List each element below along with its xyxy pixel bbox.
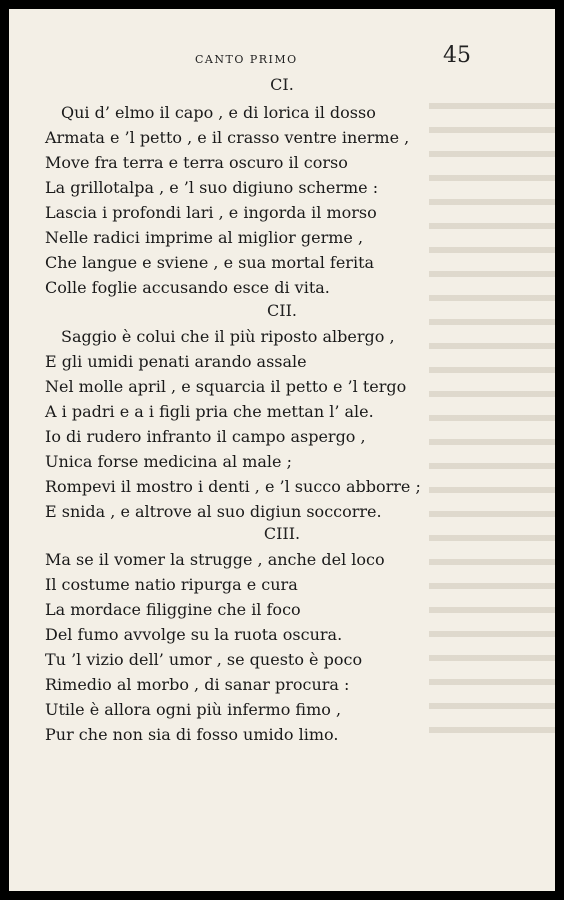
stanza-number: CII. — [267, 301, 297, 320]
verse-line: A i padri e a i figli pria che mettan l’ ale. — [45, 402, 374, 421]
verse-line: E gli umidi penati arando assale — [45, 352, 307, 371]
verse-line: Unica forse medicina al male ; — [45, 452, 292, 471]
verse-line: La grillotalpa , e ’l suo digiuno scherme : — [45, 178, 379, 197]
page-number: 45 — [443, 43, 471, 68]
bleed-through-shading — [429, 89, 555, 739]
verse-line: Nel molle april , e squarcia il petto e ’l tergo — [45, 377, 407, 396]
verse-line: Armata e ’l petto , e il crasso ventre inerme , — [45, 128, 410, 147]
verse-line: Del fumo avvolge su la ruota oscura. — [45, 625, 343, 644]
running-title: CANTO PRIMO — [195, 53, 298, 66]
verse-line: E snida , e altrove al suo digiun soccorre. — [45, 502, 382, 521]
verse-line: Tu ’l vizio dell’ umor , se questo è poco — [45, 650, 363, 669]
verse-line: Lascia i profondi lari , e ingorda il morso — [45, 203, 377, 222]
verse-line: Rompevi il mostro i denti , e ’l succo abborre ; — [45, 477, 421, 496]
verse-line: Nelle radici imprime al miglior germe , — [45, 228, 364, 247]
verse-line: Saggio è colui che il più riposto albergo , — [61, 327, 395, 346]
verse-line: Il costume natio ripurga e cura — [45, 575, 298, 594]
book-page — [9, 9, 555, 891]
verse-line: La mordace filiggine che il foco — [45, 600, 301, 619]
verse-line: Colle foglie accusando esce di vita. — [45, 278, 330, 297]
stanza-number: CIII. — [263, 524, 301, 543]
verse-line: Qui d’ elmo il capo , e di lorica il dosso — [61, 103, 376, 122]
verse-line: Rimedio al morbo , di sanar procura : — [45, 675, 350, 694]
stanza-number: CI. — [270, 75, 294, 94]
verse-line: Utile è allora ogni più infermo fimo , — [45, 700, 342, 719]
verse-line: Pur che non sia di fosso umido limo. — [45, 725, 339, 744]
verse-line: Che langue e sviene , e sua mortal ferita — [45, 253, 375, 272]
verse-line: Move fra terra e terra oscuro il corso — [45, 153, 348, 172]
verse-line: Io di rudero infranto il campo aspergo , — [45, 427, 366, 446]
verse-line: Ma se il vomer la strugge , anche del loco — [45, 550, 385, 569]
